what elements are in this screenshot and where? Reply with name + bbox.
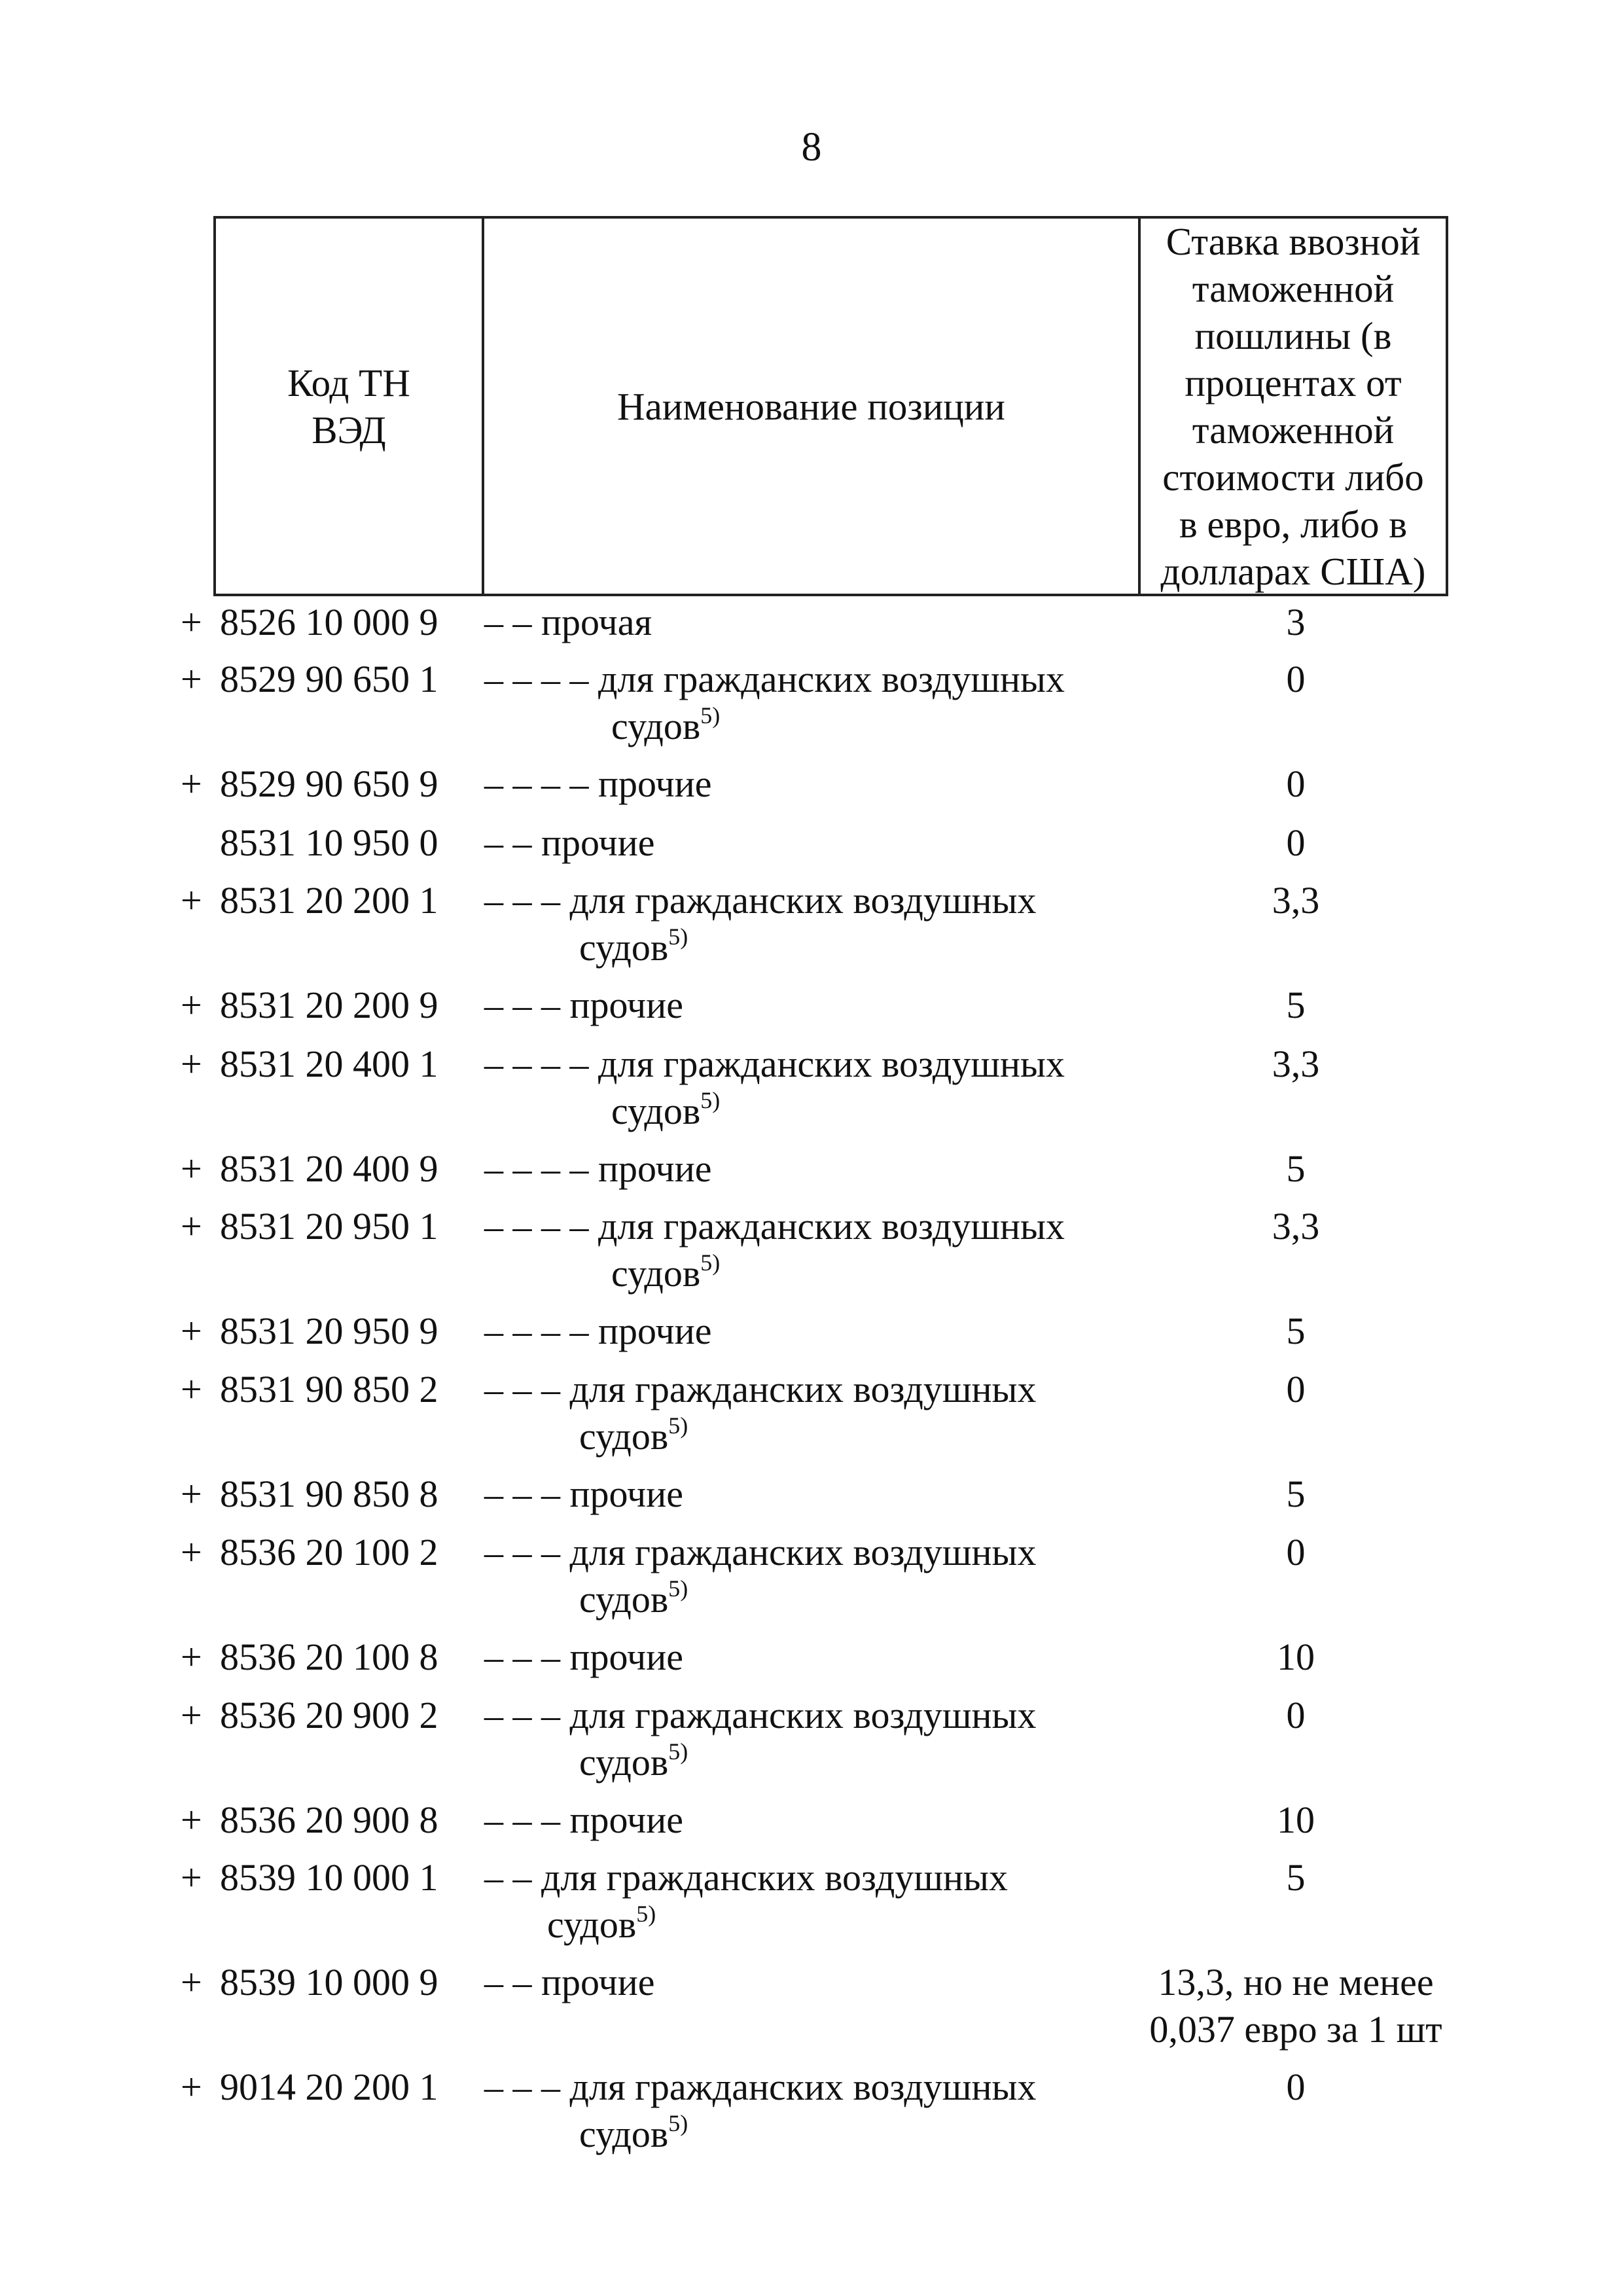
row-description-line: – – прочая <box>484 601 652 643</box>
row-description-continuation: судов$^{5)}$ <box>611 1087 721 1132</box>
footnote-mark: 5) <box>700 1087 721 1113</box>
row-plus-mark: + <box>181 1368 202 1410</box>
row-plus-mark: + <box>181 1531 202 1573</box>
row-rate: 10 <box>1277 1636 1315 1678</box>
row-plus-mark: + <box>181 601 202 643</box>
footnote-mark: 5) <box>636 1901 656 1927</box>
row-code: 9014 20 200 1 <box>220 2066 438 2108</box>
footnote-mark: 5) <box>668 924 688 950</box>
row-description <box>484 1366 1139 1460</box>
row-plus-mark: + <box>181 1310 202 1352</box>
footnote-mark: 5) <box>668 2110 688 2136</box>
header-rate-label: Ставка ввозной таможенной пошлины (в процентах от таможенной стоимости либо в евро, либо в долларах США) <box>1160 219 1426 593</box>
header-name <box>484 219 1141 594</box>
row-plus-mark: + <box>181 879 202 922</box>
row-code: 8531 90 850 8 <box>220 1473 438 1515</box>
row-description <box>484 1529 1139 1623</box>
row-code: 8539 10 000 1 <box>220 1856 438 1899</box>
row-code: 8539 10 000 9 <box>220 1961 438 2003</box>
header-rate <box>1141 219 1446 594</box>
row-description <box>484 1634 1139 1681</box>
row-description <box>484 2064 1139 2158</box>
row-code: 8536 20 100 2 <box>220 1531 438 1573</box>
row-rate: 5 <box>1286 1147 1306 1190</box>
header-code-label: Код ТН ВЭД <box>287 361 410 452</box>
row-plus-mark: + <box>181 1147 202 1190</box>
row-description <box>484 1203 1139 1297</box>
row-code: 8531 90 850 2 <box>220 1368 438 1410</box>
footnote-mark: 5) <box>668 1738 688 1765</box>
row-rate: 5 <box>1286 984 1306 1026</box>
row-plus-mark: + <box>181 1856 202 1899</box>
row-description-line: – – – для гражданских воздушных <box>484 1368 1037 1410</box>
row-description-line: – – – – для гражданских воздушных <box>484 1043 1065 1085</box>
row-rate: 13,3, но не менее 0,037 евро за 1 шт <box>1149 1961 1442 2051</box>
row-description <box>484 599 1139 646</box>
row-rate: 0 <box>1286 658 1306 700</box>
footnote-mark: 5) <box>700 702 721 728</box>
row-description <box>484 1959 1139 2006</box>
row-description-continuation: судов$^{5)}$ <box>611 702 721 747</box>
header-code <box>216 219 484 594</box>
row-rate: 0 <box>1286 2066 1306 2108</box>
row-code: 8529 90 650 9 <box>220 762 438 805</box>
row-rate: 0 <box>1286 762 1306 805</box>
row-rate: 5 <box>1286 1473 1306 1515</box>
row-plus-mark: + <box>181 1043 202 1085</box>
row-code: 8531 10 950 0 <box>220 821 438 864</box>
row-description-line: – – – для гражданских воздушных <box>484 2066 1037 2108</box>
row-description-continuation: судов$^{5)}$ <box>611 1249 721 1295</box>
row-description-line: – – – – прочие <box>484 1310 712 1352</box>
row-description <box>484 1854 1139 1948</box>
row-description-line: – – – для гражданских воздушных <box>484 1531 1037 1573</box>
row-code: 8531 20 200 1 <box>220 879 438 922</box>
row-plus-mark: + <box>181 658 202 700</box>
row-description <box>484 819 1139 867</box>
row-code: 8531 20 950 1 <box>220 1205 438 1247</box>
row-description <box>484 1692 1139 1786</box>
row-description-line: – – – – для гражданских воздушных <box>484 658 1065 700</box>
footnote-mark: 5) <box>668 1575 688 1602</box>
row-plus-mark: + <box>181 1961 202 2003</box>
row-description-continuation: судов$^{5)}$ <box>579 2110 688 2155</box>
row-description-line: – – – прочие <box>484 1473 683 1515</box>
row-description <box>484 1308 1139 1355</box>
row-description-continuation: судов$^{5)}$ <box>579 1412 688 1458</box>
row-description <box>484 1797 1139 1844</box>
row-code: 8529 90 650 1 <box>220 658 438 700</box>
row-description <box>484 656 1139 750</box>
row-plus-mark: + <box>181 2066 202 2108</box>
row-description-line: – – – прочие <box>484 1636 683 1678</box>
row-description <box>484 1041 1139 1135</box>
footnote-mark: 5) <box>668 1412 688 1439</box>
row-code: 8531 20 400 9 <box>220 1147 438 1190</box>
row-description-line: – – – прочие <box>484 1799 683 1841</box>
row-description-line: – – – – прочие <box>484 762 712 805</box>
row-description <box>484 1145 1139 1193</box>
row-rate: 3,3 <box>1272 879 1320 922</box>
row-description-line: – – – – для гражданских воздушных <box>484 1205 1065 1247</box>
row-rate: 0 <box>1286 1368 1306 1410</box>
row-rate: 3,3 <box>1272 1205 1320 1247</box>
row-description-line: – – для гражданских воздушных <box>484 1856 1008 1899</box>
row-rate: 5 <box>1286 1310 1306 1352</box>
row-description-continuation: судов$^{5)}$ <box>579 1575 688 1621</box>
row-code: 8531 20 400 1 <box>220 1043 438 1085</box>
row-rate: 3 <box>1286 601 1306 643</box>
row-description-line: – – прочие <box>484 1961 655 2003</box>
row-plus-mark: + <box>181 1473 202 1515</box>
row-rate: 5 <box>1286 1856 1306 1899</box>
row-plus-mark: + <box>181 1694 202 1736</box>
row-rate: 0 <box>1286 1531 1306 1573</box>
row-description-continuation: судов$^{5)}$ <box>547 1901 656 1946</box>
row-description <box>484 982 1139 1029</box>
row-code: 8531 20 200 9 <box>220 984 438 1026</box>
row-code: 8526 10 000 9 <box>220 601 438 643</box>
row-code: 8536 20 900 8 <box>220 1799 438 1841</box>
table-header <box>213 216 1448 596</box>
row-description-continuation: судов$^{5)}$ <box>579 924 688 969</box>
row-plus-mark: + <box>181 762 202 805</box>
page-number: 8 <box>801 125 822 170</box>
row-description <box>484 877 1139 971</box>
footnote-mark: 5) <box>700 1249 721 1276</box>
row-description-line: – – – для гражданских воздушных <box>484 879 1037 922</box>
row-description-line: – – – прочие <box>484 984 683 1026</box>
row-description <box>484 761 1139 808</box>
row-rate: 0 <box>1286 1694 1306 1736</box>
row-plus-mark: + <box>181 1636 202 1678</box>
row-code: 8531 20 950 9 <box>220 1310 438 1352</box>
row-description-line: – – – для гражданских воздушных <box>484 1694 1037 1736</box>
row-plus-mark: + <box>181 984 202 1026</box>
row-description <box>484 1471 1139 1518</box>
row-plus-mark: + <box>181 1205 202 1247</box>
row-code: 8536 20 100 8 <box>220 1636 438 1678</box>
row-plus-mark: + <box>181 1799 202 1841</box>
row-rate: 10 <box>1277 1799 1315 1841</box>
row-description-line: – – – – прочие <box>484 1147 712 1190</box>
header-name-label: Наименование позиции <box>617 384 1005 428</box>
row-rate: 3,3 <box>1272 1043 1320 1085</box>
row-description-continuation: судов$^{5)}$ <box>579 1738 688 1784</box>
row-description-line: – – прочие <box>484 821 655 864</box>
row-code: 8536 20 900 2 <box>220 1694 438 1736</box>
row-rate: 0 <box>1286 821 1306 864</box>
